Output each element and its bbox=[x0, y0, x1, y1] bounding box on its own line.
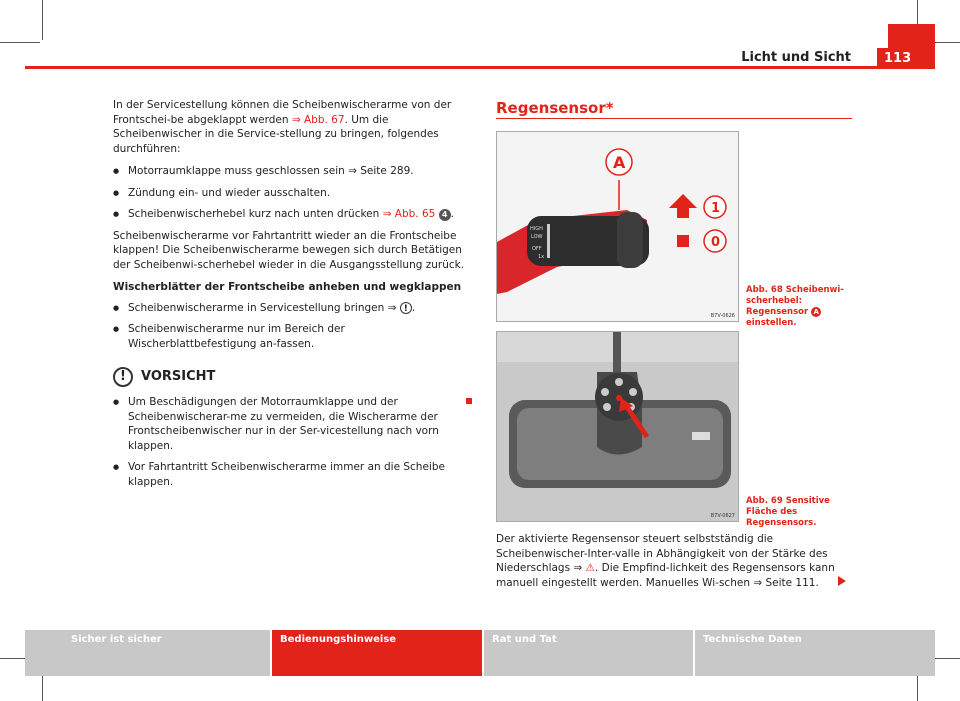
caution-heading bbox=[113, 367, 473, 387]
section-title: Licht und Sicht bbox=[741, 50, 851, 65]
footer-tab-rat-und-tat[interactable]: Rat und Tat bbox=[484, 630, 693, 676]
title-rule bbox=[496, 118, 852, 119]
list-item: ● Motorraumklappe muss geschlossen sein ⇒ Seite 289. bbox=[113, 164, 473, 179]
intro-rest-text: . Um die Scheibenwischer in die Service-stellung zu bringen, folgendes durchführen: bbox=[113, 113, 439, 155]
regensensor-title: Regensensor* bbox=[496, 99, 614, 117]
label-a: A bbox=[613, 153, 626, 172]
subheading: Wischerblätter der Frontscheibe anheben und wegklappen bbox=[113, 281, 462, 293]
lever-label-1x: 1x bbox=[538, 254, 545, 260]
caption-end: einstellen. bbox=[746, 318, 797, 328]
intro-paragraph bbox=[113, 98, 473, 156]
list-item: ● Scheibenwischerarme in Servicestellung bringen ⇒ ! . bbox=[113, 301, 473, 316]
step-number: 4 bbox=[439, 209, 451, 221]
page-number: 113 bbox=[877, 48, 935, 69]
list-item-text: Scheibenwischerarme in Servicestellung bringen ⇒ bbox=[128, 301, 397, 314]
figure-rain-sensor bbox=[496, 331, 739, 522]
caption-text: Sensitive Fläche des Regensensors. bbox=[746, 496, 830, 528]
continue-arrow-icon bbox=[838, 576, 846, 586]
fig65-link[interactable]: ⇒ Abb. 65 bbox=[382, 208, 436, 220]
crop-mark bbox=[42, 0, 43, 40]
caption-letter: A bbox=[811, 307, 821, 317]
left-column bbox=[113, 98, 473, 496]
intro-text: In der Servicestellung können die Scheibenwischerarme von der Frontschei-be abgeklappt werden bbox=[113, 99, 452, 126]
figure-69-caption bbox=[746, 496, 856, 529]
caption-text: Scheibenwi-scherhebel: Regensensor bbox=[746, 285, 844, 317]
label-1: 1 bbox=[711, 201, 721, 216]
caution-ref-icon: ! bbox=[400, 302, 412, 314]
list-item-text: Scheibenwischerhebel kurz nach unten drücken bbox=[128, 208, 380, 220]
figure-wiper-lever bbox=[496, 131, 739, 322]
list-item: ● Scheibenwischerhebel kurz nach unten drücken ⇒ Abb. 65 4 . bbox=[113, 207, 473, 222]
list-item: ● Scheibenwischerarme nur im Bereich der Wischerblattbefestigung an-fassen. bbox=[113, 322, 473, 351]
warning-triangle-icon: ⚠ bbox=[585, 562, 595, 574]
lever-label-low: LOW bbox=[531, 234, 543, 240]
lever-label-off: OFF bbox=[532, 246, 542, 252]
crop-mark bbox=[0, 42, 40, 43]
body-text: Der aktivierte Regensensor steuert selbstständig die Scheibenwischer-Inter-valle in Abhängigkeit von der Stärke des Niederschlags ⇒ bbox=[496, 533, 828, 574]
label-0: 0 bbox=[711, 235, 721, 250]
caption-prefix: Abb. 68 bbox=[746, 285, 783, 295]
figure-code: B7V-0627 bbox=[710, 513, 735, 519]
figure-68-caption bbox=[746, 285, 856, 329]
footer-tab-technische-daten[interactable]: Technische Daten bbox=[695, 630, 935, 676]
header-rule bbox=[25, 66, 935, 69]
caution-title: VORSICHT bbox=[141, 368, 216, 384]
paragraph: Scheibenwischerarme vor Fahrtantritt wieder an die Frontscheibe klappen! Die Scheibenwischerarme bewegen sich durch Betätigen der Scheibenwi-scherhebel wieder in die Ausgangsstellung zurück. bbox=[113, 229, 465, 271]
lever-label-high: HIGH bbox=[530, 226, 543, 232]
figure-code: B7V-0626 bbox=[710, 313, 735, 319]
regensensor-body bbox=[496, 532, 846, 590]
caution-item: ● Vor Fahrtantritt Scheibenwischerarme immer an die Scheibe klappen. bbox=[113, 460, 473, 489]
footer-tab-sicher[interactable]: Sicher ist sicher bbox=[25, 630, 270, 676]
caption-prefix: Abb. 69 bbox=[746, 496, 783, 506]
rain-sensor-illustration bbox=[497, 332, 738, 521]
header-accent bbox=[888, 24, 935, 48]
fig67-link[interactable]: ⇒ Abb. 67 bbox=[291, 113, 345, 126]
list-item: ● Zündung ein- und wieder ausschalten. bbox=[113, 186, 473, 201]
section-end-mark bbox=[466, 398, 472, 404]
footer-tab-bedienungshinweise[interactable]: Bedienungshinweise bbox=[272, 630, 482, 676]
body-text-cont: . Die Empfind-lichkeit des Regensensors kann manuell eingestellt werden. Manuelles Wi-schen ⇒ Seite 111. bbox=[496, 562, 835, 589]
caution-icon: ! bbox=[113, 367, 133, 387]
wiper-lever-illustration bbox=[497, 132, 738, 321]
caution-item: ● Um Beschädigungen der Motorraumklappe und der Scheibenwischerar-me zu vermeiden, die Wischerarme der Frontscheibenwischer nur in der Ser-vicestellung nach vorn klappen. bbox=[113, 395, 473, 453]
